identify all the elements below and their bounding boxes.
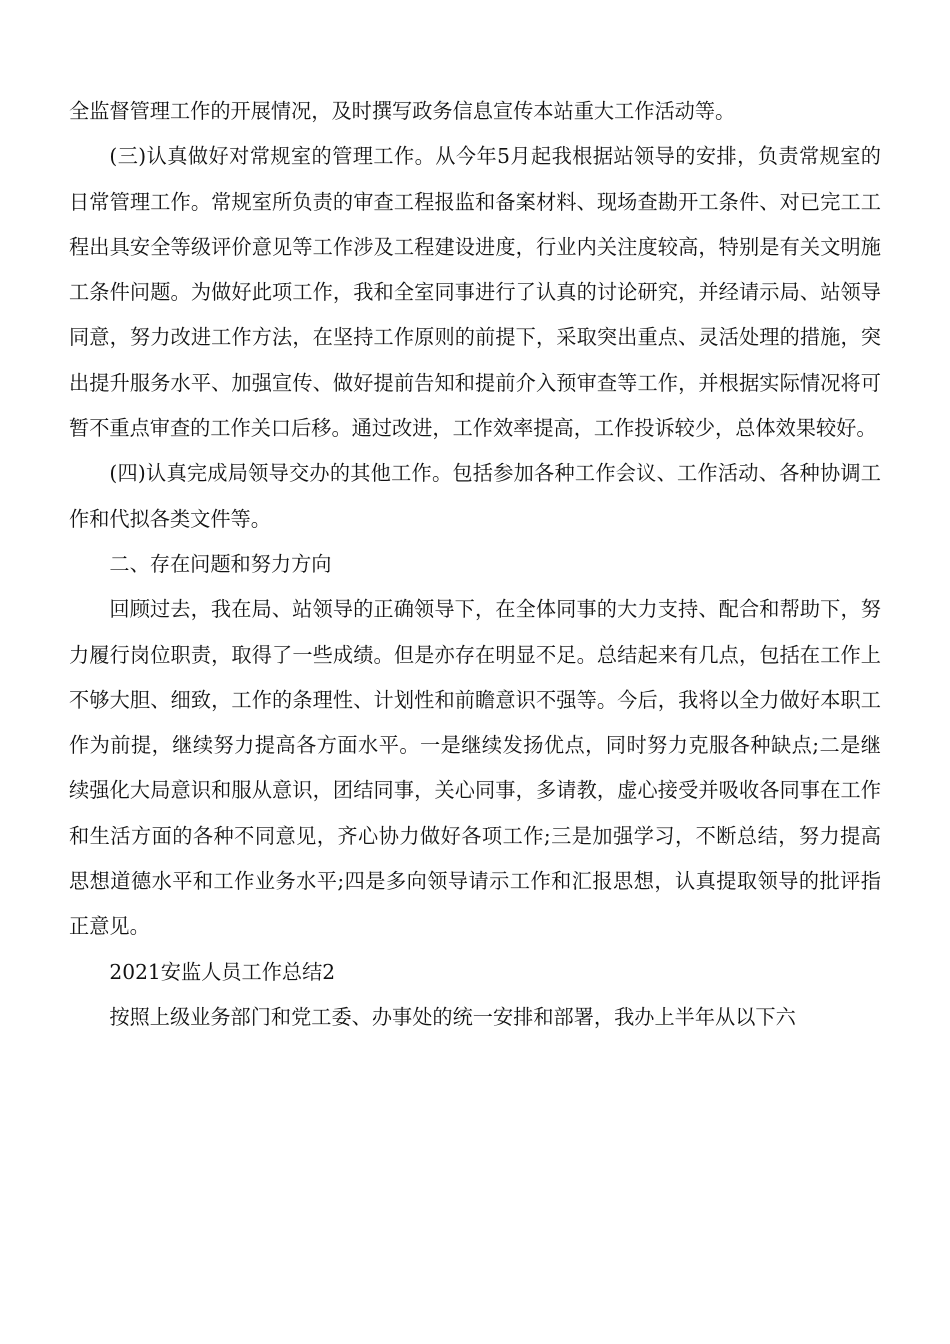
paragraph-section-three: (三)认真做好对常规室的管理工作。从今年5月起我根据站领导的安排，负责常规室的日常管理工作。常规室所负责的审查工程报监和备案材料、现场查勘开工条件、对已完工工程出具安全等级评价意见等工作涉及工程建设进度，行业内关注度较高，特别是有关文明施工条件问题。为做好此项工作，我和全室同事进行了认真的讨论研究，并经请示局、站领导同意，努力改进工作方法，在坚持工作原则的前提下，采取突出重点、灵活处理的措施，突出提升服务水平、加强宣传、做好提前告知和提前介入预审查等工作，并根据实际情况将可暂不重点审查的工作关口后移。通过改进，工作效率提高，工作投诉较少，总体效果较好。 bbox=[69, 144, 881, 441]
document-body bbox=[69, 89, 881, 1040]
paragraph-section-four: (四)认真完成局领导交办的其他工作。包括参加各种工作会议、工作活动、各种协调工作和代拟各类文件等。 bbox=[69, 461, 881, 531]
paragraph-opening: 按照上级业务部门和党工委、办事处的统一安排和部署，我办上半年从以下六 bbox=[109, 1004, 796, 1029]
paragraph-continuation: 全监督管理工作的开展情况，及时撰写政务信息宣传本站重大工作活动等。 bbox=[69, 99, 736, 123]
document-subtitle: 2021安监人员工作总结2 bbox=[109, 959, 336, 984]
section-heading-problems: 二、存在问题和努力方向 bbox=[109, 551, 332, 576]
paragraph-review: 回顾过去，我在局、站领导的正确领导下，在全体同事的大力支持、配合和帮助下，努力履行岗位职责，取得了一些成绩。但是亦存在明显不足。总结起来有几点，包括在工作上不够大胆、细致，工作的条理性、计划性和前瞻意识不强等。今后，我将以全力做好本职工作为前提，继续努力提高各方面水平。一是继续发扬优点，同时努力克服各种缺点;二是继续强化大局意识和服从意识，团结同事，关心同事，多请教，虚心接受并吸收各同事在工作和生活方面的各种不同意见，齐心协力做好各项工作;三是加强学习，不断总结，努力提高思想道德水平和工作业务水平;四是多向领导请示工作和汇报思想，认真提取领导的批评指正意见。 bbox=[69, 597, 881, 939]
